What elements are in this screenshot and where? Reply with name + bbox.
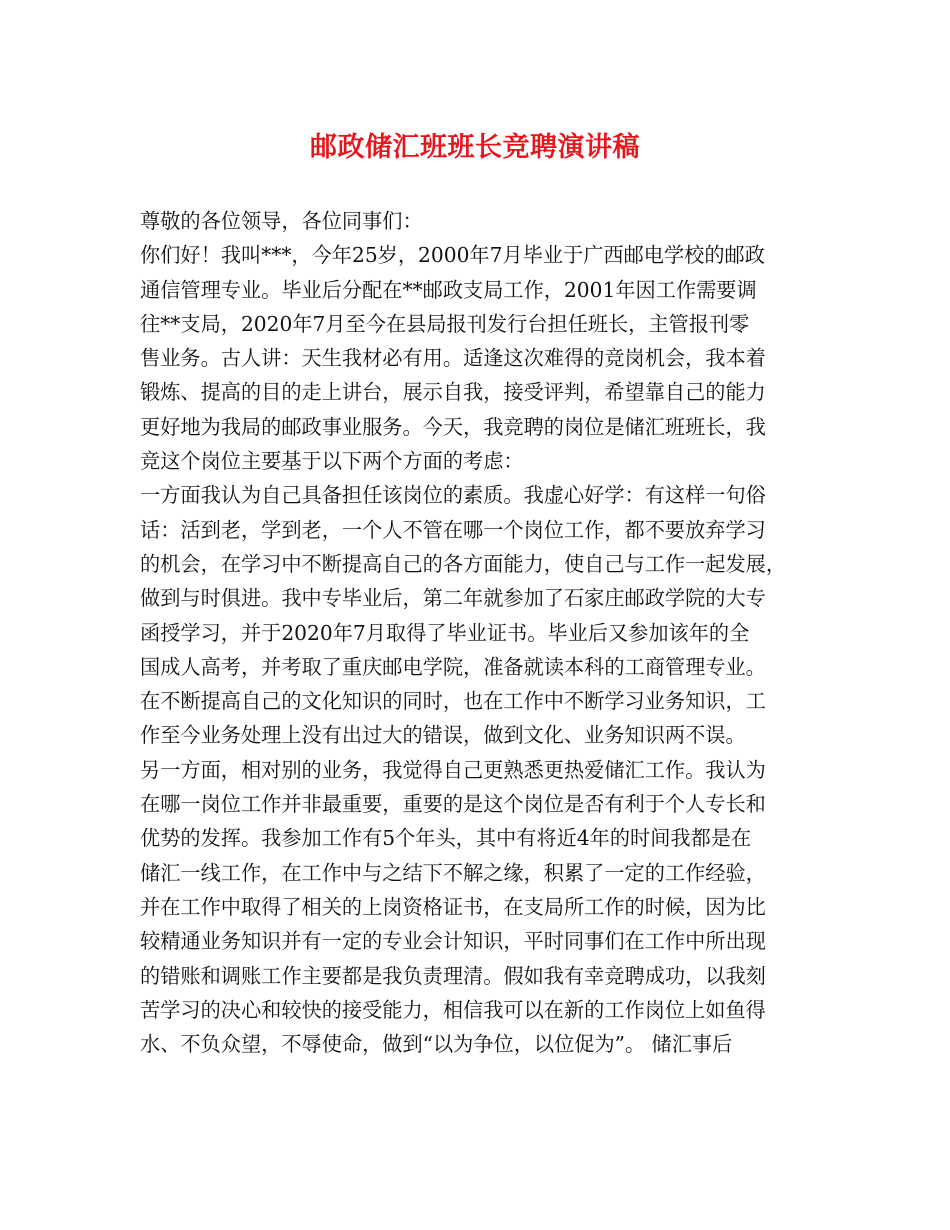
body-line: 国成人高考，并考取了重庆邮电学院，准备就读本科的工商管理专业。 — [140, 654, 766, 679]
body-line: 另一方面，相对别的业务，我觉得自己更熟悉更热爱储汇工作。我认为 — [140, 757, 766, 782]
body-line: 通信管理专业。毕业后分配在**邮政支局工作，2001年因工作需要调 — [140, 277, 757, 302]
body-line: 的错账和调账工作主要都是我负责理清。假如我有幸竞聘成功，以我刻 — [140, 963, 766, 988]
document-title: 邮政储汇班班长竞聘演讲稿 — [310, 132, 640, 163]
body-line: 储汇一线工作，在工作中与之结下不解之缘，积累了一定的工作经验， — [140, 860, 766, 885]
body-line: 函授学习，并于2020年7月取得了毕业证书。毕业后又参加该年的全 — [140, 620, 750, 645]
body-line: 的机会，在学习中不断提高自己的各方面能力，使自己与工作一起发展， — [140, 551, 787, 576]
body-line: 售业务。古人讲：天生我材必有用。适逢这次难得的竞岗机会，我本着 — [140, 346, 766, 371]
body-line: 在哪一岗位工作并非最重要，重要的是这个岗位是否有利于个人专长和 — [140, 792, 766, 817]
body-line: 苦学习的决心和较快的接受能力，相信我可以在新的工作岗位上如鱼得 — [140, 997, 766, 1022]
body-line: 一方面我认为自己具备担任该岗位的素质。我虚心好学：有这样一句俗 — [140, 483, 766, 508]
body-line: 你们好！我叫***，今年25岁，2000年7月毕业于广西邮电学校的邮政 — [140, 243, 765, 268]
body-line: 作至今业务处理上没有出过大的错误，做到文化、业务知识两不误。 — [140, 723, 746, 748]
body-line: 锻炼、提高的目的走上讲台，展示自我，接受评判，希望靠自己的能力 — [140, 380, 766, 405]
body-line: 在不断提高自己的文化知识的同时，也在工作中不断学习业务知识，工 — [140, 689, 766, 714]
body-line: 较精通业务知识并有一定的专业会计知识，平时同事们在工作中所出现 — [140, 929, 766, 954]
body-line: 并在工作中取得了相关的上岗资格证书，在支局所工作的时候，因为比 — [140, 894, 766, 919]
document-body — [140, 204, 812, 1061]
body-line: 优势的发挥。我参加工作有5个年头，其中有将近4年的时间我都是在 — [140, 826, 752, 851]
body-line: 做到与时俱进。我中专毕业后，第二年就参加了石家庄邮政学院的大专 — [140, 586, 766, 611]
body-line: 水、不负众望，不辱使命，做到“以为争位，以位促为”。 储汇事后 — [140, 1032, 733, 1057]
body-line: 话：活到老，学到老，一个人不管在哪一个岗位工作，都不要放弃学习 — [140, 517, 766, 542]
body-line: 更好地为我局的邮政事业服务。今天，我竞聘的岗位是储汇班班长，我 — [140, 414, 766, 439]
body-line: 竞这个岗位主要基于以下两个方面的考虑： — [140, 449, 524, 474]
body-line: 往**支局，2020年7月至今在县局报刊发行台担任班长，主管报刊零 — [140, 311, 750, 336]
body-line: 尊敬的各位领导，各位同事们： — [140, 209, 423, 233]
